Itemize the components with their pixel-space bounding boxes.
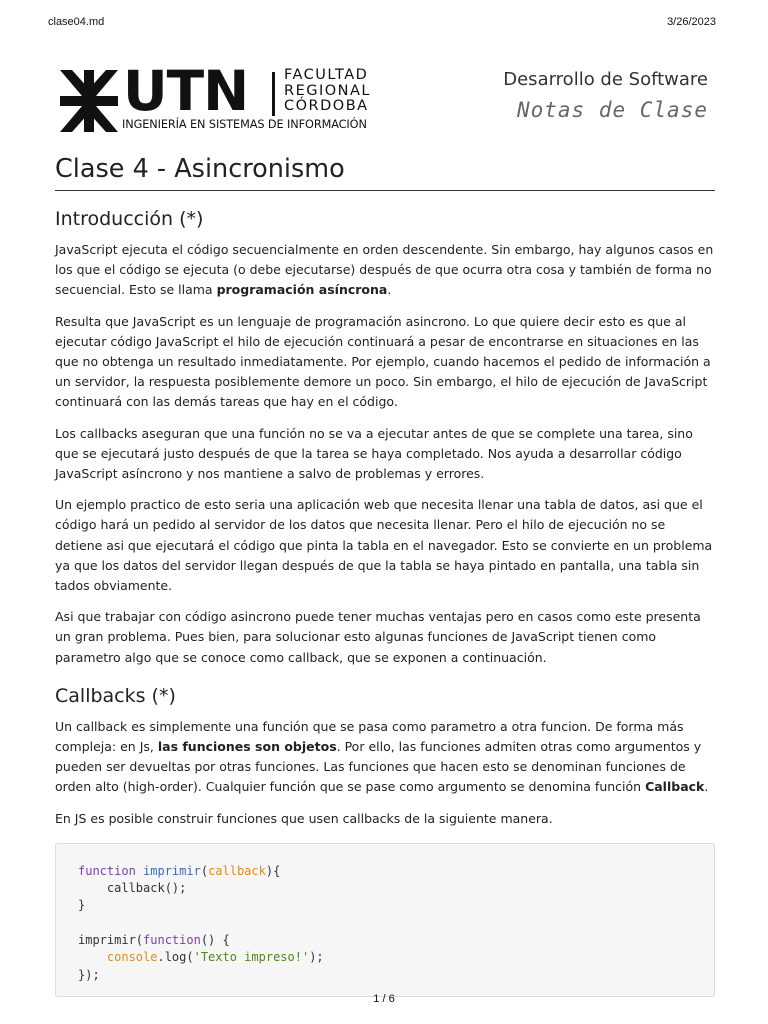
paragraph: Asi que trabajar con código asincrono puede tener muchas ventajas pero en casos como este presenta un gran problema. Pues bien, para solucionar esto algunas funciones de JavaScript tienen como parametro algo que se conoce como callback, que se exponen a continuación. [55, 609, 701, 665]
course-title: Desarrollo de Software [503, 69, 708, 90]
code-block [55, 843, 715, 997]
paragraph: Un callback es simplemente una función que se pasa como parametro a otra funcion. De forma más compleja: en Js, las funciones son objetos. Por ello, las funciones admiten otras como argumentos y pueden ser devueltas por otras funciones. Las funciones que hacen esto se denominan funciones de orden alto (high-order). Cualquier función que se pase como argumento se denomina función Callback. [55, 718, 709, 795]
print-date: 3/26/2023 [667, 16, 716, 28]
paragraph: Resulta que JavaScript es un lenguaje de programación asincrono. Lo que quiere decir esto es que al ejecutar código JavaScript el hilo de ejecución continuará a pesar de encontrarse en situaciones en las que no obtenga un resultado inmediatamente. Por ejemplo, cuando hacemos el pedido de información a un servidor, la respuesta posiblemente demore un poco. Sin embargo, el hilo de ejecución de JavaScript continuará con las demás tareas que hay en el código. [55, 313, 711, 410]
page-title: Clase 4 - Asincronismo [55, 150, 715, 191]
code-line: callback(); [78, 881, 187, 896]
code-line: console.log('Texto impreso!'); [106, 950, 324, 965]
code-line: } [78, 898, 86, 913]
document-body [55, 150, 715, 997]
logo-divider [272, 72, 275, 116]
print-header [48, 16, 716, 28]
code-line [78, 915, 692, 932]
bold-term: programación asíncrona [216, 282, 388, 298]
utn-logo-icon [60, 70, 118, 132]
faculty-line: CÓRDOBA [284, 98, 369, 114]
logo-wordmark: UTN [123, 59, 249, 123]
code-line: }); [78, 967, 100, 982]
course-banner [60, 59, 720, 136]
paragraph: Un ejemplo practico de esto seria una aplicación web que necesita llenar una tabla de datos, asi que el código hará un pedido al servidor de los datos que necesita llenar. Pero el hilo de ejecución no se detiene asi que ejecutará el código que pinta la tabla en el navegador. Esto se convierte en un problema ya que los datos del servidor llegan después de que la tabla se haya pintado en pantalla, una tabla sin tados obviamente. [55, 497, 713, 594]
paragraph: En JS es posible construir funciones que usen callbacks de la siguiente manera. [55, 810, 553, 826]
paragraph: Los callbacks aseguran que una función no se va a ejecutar antes de que se complete una tarea, sino que se ejecutará justo después de que la tarea se haya completado. Nos ayuda a desarrollar código JavaScript asíncrono y nos mantiene a salvo de problemas y errores. [55, 425, 693, 482]
file-name: clase04.md [48, 16, 105, 28]
section-heading-intro: Introducción (*) [55, 208, 204, 230]
page-number: 1 / 6 [373, 993, 395, 1005]
bold-term: Callback [645, 779, 705, 795]
faculty-name [284, 68, 371, 115]
code-line: function imprimir(callback){ [78, 863, 281, 878]
faculty-line: FACULTAD [284, 67, 369, 83]
code-line: imprimir(function() { [78, 933, 230, 948]
course-subtitle: Notas de Clase [516, 98, 708, 122]
section-heading-callbacks: Callbacks (*) [55, 684, 176, 707]
paragraph: JavaScript ejecuta el código secuencialmente en orden descendente. Sin embargo, hay algunos casos en los que el código se ejecuta (o debe ejecutarse) después de que ocurra otra cosa y también de forma no secuencial. Esto se llama programación asíncrona. [55, 242, 714, 298]
bold-term: las funciones son objetos [157, 739, 337, 755]
faculty-line: REGIONAL [284, 82, 372, 99]
department-name: INGENIERÍA EN SISTEMAS DE INFORMACIÓN [122, 118, 367, 131]
